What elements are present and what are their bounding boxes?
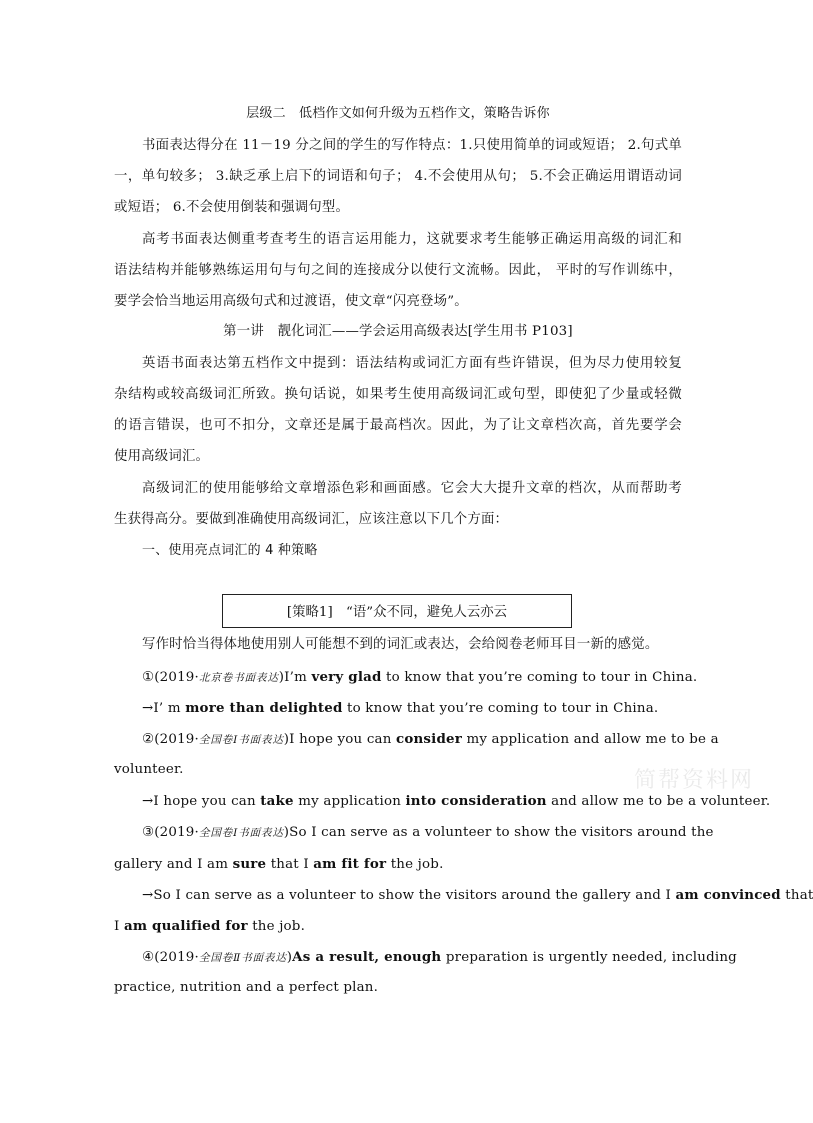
example-source: 全国卷Ⅱ书面表达 — [198, 952, 287, 964]
example-text: my application — [293, 794, 406, 809]
example-text: to know that you’re coming to tour in China. — [342, 701, 659, 716]
strategy-box-label: [策略1] “语”众不同，避免人云亦云 — [286, 605, 508, 620]
paragraph-4-line-2: 生获得高分。要做到准确使用高级词汇，应该注意以下几个方面： — [114, 512, 509, 527]
example-3-rewrite — [142, 885, 813, 906]
example-text: )I’m — [278, 670, 312, 685]
example-source: 全国卷Ⅰ书面表达 — [198, 827, 284, 839]
section-heading: 一、使用亮点词汇的 4 种策略 — [142, 543, 318, 558]
paragraph-2-line-3: 要学会恰当地运用高级句式和过渡语，使文章“闪亮登场”。 — [114, 294, 468, 309]
highlight-phrase: am qualified for — [123, 918, 248, 934]
example-1 — [142, 667, 698, 688]
paragraph-3-line-3: 的语言错误，也可不扣分，文章还是属于最高档次。因此，为了让文章档次高，首先要学会 — [114, 418, 682, 433]
example-text: )So I can serve as a volunteer to show the visitors around the — [283, 825, 714, 840]
lecture-title: 第一讲 靓化词汇——学会运用高级表达[学生用书 P103] — [223, 324, 573, 339]
highlight-phrase: very glad — [311, 669, 382, 685]
example-4 — [142, 947, 737, 968]
example-2-rewrite — [142, 791, 771, 812]
strategy-intro: 写作时恰当得体地使用别人可能想不到的词汇或表达，会给阅卷老师耳目一新的感觉。 — [142, 637, 659, 652]
example-number: ②(2019· — [142, 732, 199, 747]
example-text: )I hope you can — [283, 732, 396, 747]
paragraph-1-line-3: 或短语； 6.不会使用倒装和强调句型。 — [114, 200, 350, 215]
example-text: that — [780, 888, 813, 903]
highlight-phrase: consider — [396, 731, 462, 747]
example-text: gallery and I am — [114, 857, 233, 872]
example-text: preparation is urgently needed, including — [441, 950, 737, 965]
paragraph-1-line-1: 书面表达得分在 11－19 分之间的学生的写作特点：1.只使用简单的词或短语； 2.句式单 — [142, 138, 682, 153]
example-source: 全国卷Ⅰ书面表达 — [198, 734, 284, 746]
example-number: ①(2019· — [142, 670, 199, 685]
highlight-phrase: am convinced — [675, 887, 781, 903]
example-number: ③(2019· — [142, 825, 199, 840]
example-text: ) — [286, 950, 293, 965]
paragraph-3-line-2: 杂结构或较高级词汇所致。换句话说，如果考生使用高级词汇或句型，即使犯了少量或轻微 — [114, 387, 682, 402]
example-number: ④(2019· — [142, 950, 199, 965]
example-text: I — [114, 919, 124, 934]
example-2 — [142, 729, 719, 750]
arrow-text: →So I can serve as a volunteer to show the visitors around the gallery and I — [142, 888, 676, 903]
highlight-phrase: take — [260, 793, 294, 809]
example-text: my application and allow me to be a — [461, 732, 719, 747]
arrow-text: →I hope you can — [142, 794, 261, 809]
example-1-rewrite — [142, 698, 682, 719]
paragraph-3-line-4: 使用高级词汇。 — [114, 449, 210, 464]
highlight-phrase: into consideration — [405, 793, 547, 809]
highlight-phrase: more than delighted — [185, 700, 343, 716]
example-3 — [142, 823, 714, 843]
watermark: 简帮资料网 — [634, 768, 755, 793]
highlight-phrase: As a result, enough — [292, 949, 442, 965]
example-text: the job. — [386, 857, 444, 872]
page-title: 层级二 低档作文如何升级为五档作文，策略告诉你 — [246, 106, 550, 121]
example-4-continued: practice, nutrition and a perfect plan. — [114, 980, 379, 995]
strategy-box — [222, 594, 572, 628]
example-text: that I — [266, 857, 314, 872]
example-text: the job. — [247, 919, 306, 934]
example-3-rewrite-continued — [114, 916, 682, 937]
paragraph-4-line-1: 高级词汇的使用能够给文章增添色彩和画面感。它会大大提升文章的档次，从而帮助考 — [142, 481, 682, 496]
example-2-continued: volunteer. — [114, 762, 184, 777]
example-source: 北京卷书面表达 — [198, 672, 279, 684]
paragraph-1-line-2: 一，单句较多； 3.缺乏承上启下的词语和句子； 4.不会使用从句； 5.不会正确运用谓语动词 — [114, 169, 682, 184]
example-3-continued — [114, 854, 682, 875]
paragraph-2-line-2: 语法结构并能够熟练运用句与句之间的连接成分以使行文流畅。因此， 平时的写作训练中， — [114, 263, 682, 278]
paragraph-3-line-1: 英语书面表达第五档作文中提到：语法结构或词汇方面有些许错误，但为尽力使用较复 — [142, 356, 682, 371]
example-text: to know that you’re coming to tour in China. — [381, 670, 698, 685]
example-text: and allow me to be a volunteer. — [546, 794, 771, 809]
highlight-phrase: am fit for — [313, 856, 387, 872]
arrow-text: →I’ m — [142, 701, 186, 716]
paragraph-2-line-1: 高考书面表达侧重考查考生的语言运用能力，这就要求考生能够正确运用高级的词汇和 — [142, 232, 682, 247]
highlight-phrase: sure — [232, 856, 267, 872]
